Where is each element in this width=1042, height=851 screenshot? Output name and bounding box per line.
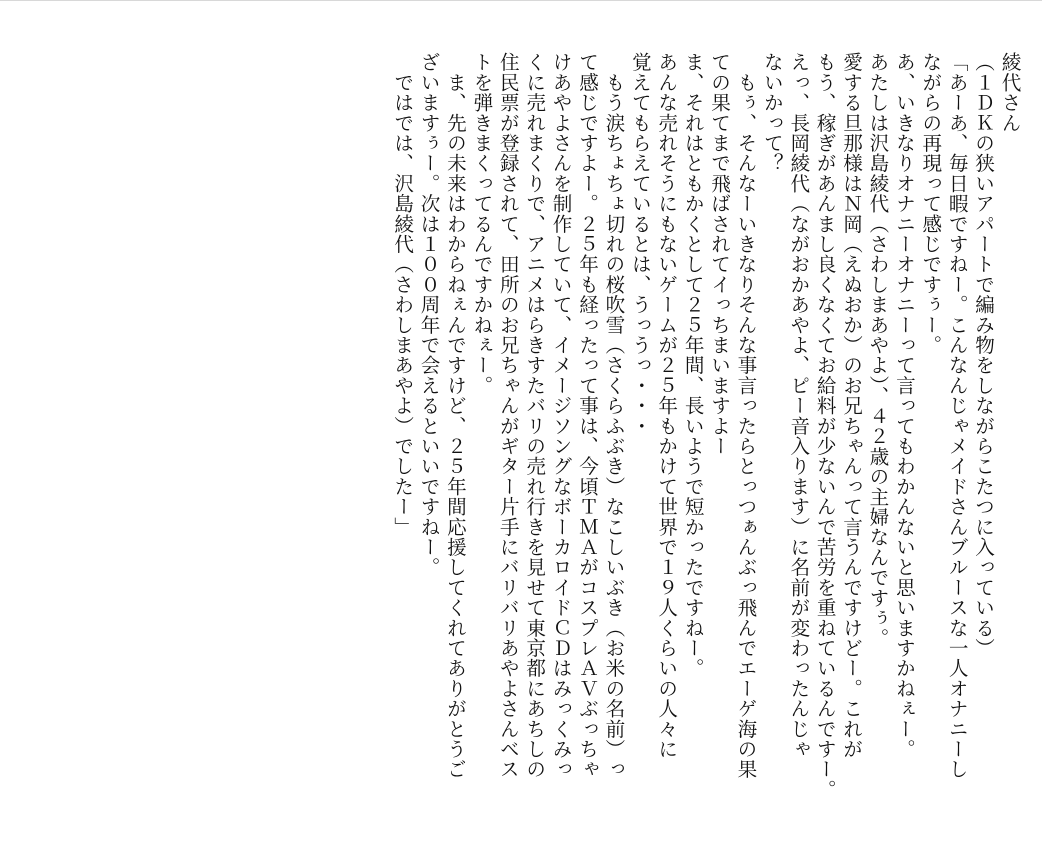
text-line: ざいますぅー。次は１００周年で会えるといいですねー。: [417, 52, 441, 578]
text-line: 覚えてもらえているとは、うっうっ・・・: [628, 52, 652, 436]
text-line: ではでは、沢島綾代（さわしまあやよ）でしたー」: [390, 52, 414, 537]
text-line: ま、それはともかくとして２５年間、長いようで短かったですねー。: [681, 52, 705, 679]
vertical-text-page: [162, 52, 1022, 842]
text-line: えっ、長岡綾代（ながおかあやよ、ピー音入ります）に名前が変わったんじゃ: [786, 52, 810, 759]
text-line: あ、いきなりオナニーオナニーって言ってもわかんないと思いますかねぇー。: [892, 52, 916, 759]
text-line: 愛する旦那様はＮ岡（えぬおか）のお兄ちゃんって言うんですけどー。これが: [839, 52, 863, 759]
top-divider: [0, 0, 1042, 1]
text-line: 住民票が登録されて、田所のお兄ちゃんがギター片手にバリバリあやよさんベス: [496, 52, 520, 780]
text-line: あんな売れそうにもないゲームが２５年もかけて世界で１９人くらいの人々に: [654, 52, 678, 759]
text-line: トを弾きまくってるんですかねぇー。: [469, 52, 493, 396]
stage-direction: （１ＤＫの狭いアパートで編み物をしながらこたつに入っている）: [971, 52, 995, 658]
text-line: くに売れまくりで、アニメはらきすたバリの売れ行きを見せて東京都にあちしの: [522, 52, 546, 780]
text-line: けあやよさんを制作していて、イメージソングなボーカロイドＣＤはみっくみっ: [549, 52, 573, 780]
text-line: ての果てまで飛ばされてイっちまいますよー: [707, 52, 731, 456]
text-line: て感じですよー。２５年も経ったって事は、今頃ＴＭＡがコスプレＡＶぶっちゃ: [575, 52, 599, 780]
text-line: ないかって？: [760, 52, 784, 174]
text-line: もう涙ちょちょ切れの桜吹雪（さくらふぶき）なこしいぶき（お米の名前）っ: [601, 52, 625, 780]
text-line: もぅ、そんなーいきなりそんな事言ったらとっつぁんぶっ飛んでエーゲ海の果: [733, 52, 757, 780]
text-line: 「あーあ、毎日暇ですねー。こんなんじゃメイドさんブルースな一人オナニーし: [945, 52, 969, 780]
text-line: ま、先の未来はわからねぇんですけど、２５年間応援してくれてありがとうご: [443, 52, 467, 780]
text-line: もう、稼ぎがあんまし良くなくてお給料が少ないんで苦労を重ねているんですー。: [813, 52, 837, 800]
text-line: ながらの再現って感じですぅー。: [918, 52, 942, 355]
speaker-name: 綾代さん: [998, 52, 1021, 133]
text-line: あたしは沢島綾代（さわしまあやよ）、４２歳の主婦なんですぅ。: [865, 52, 889, 649]
